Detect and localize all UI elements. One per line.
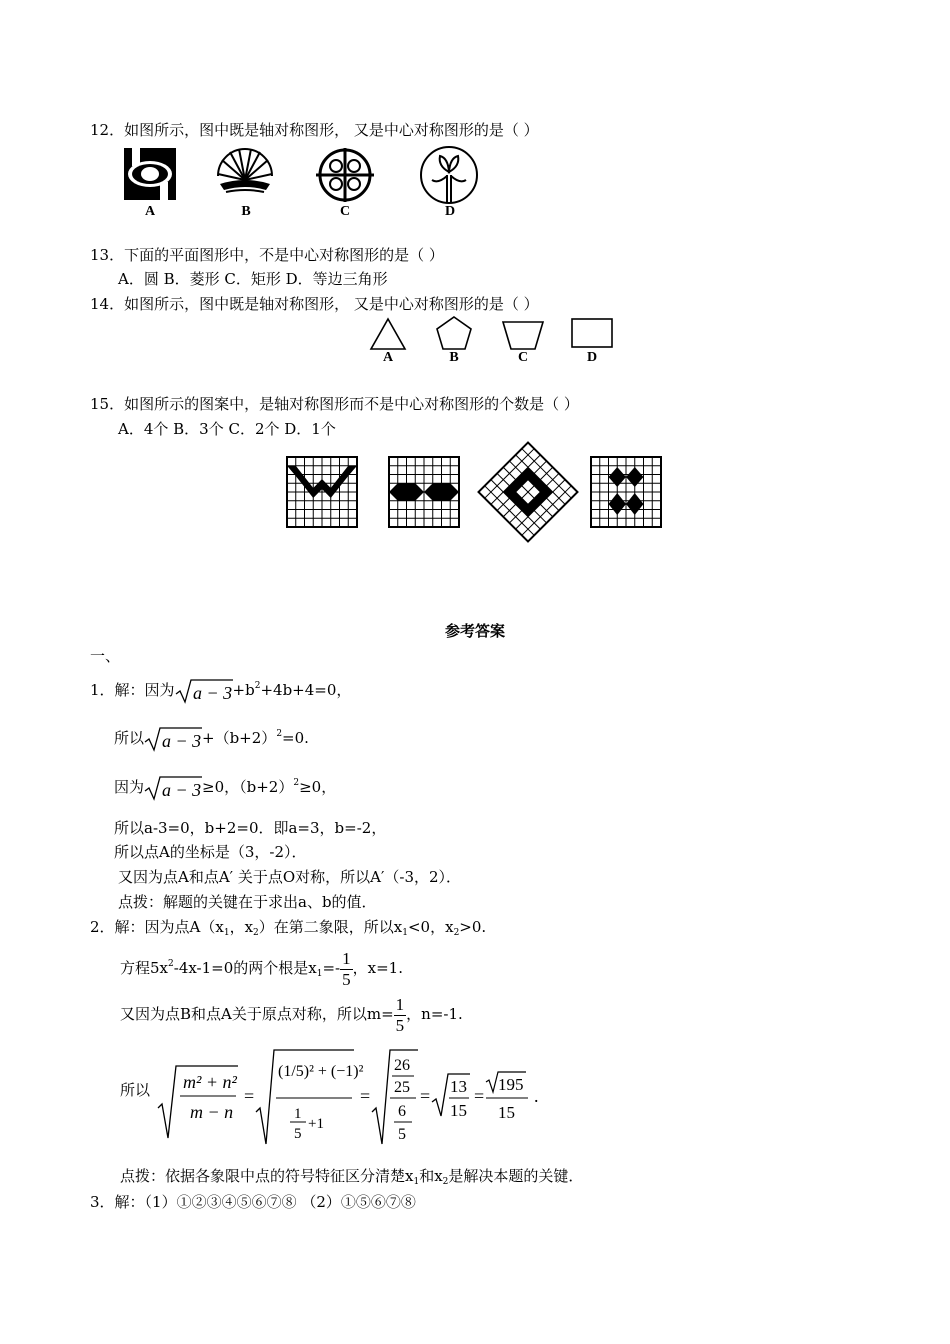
v13: 13 <box>450 1077 467 1096</box>
q14-label-d: D <box>586 350 598 365</box>
v26: 26 <box>394 1057 410 1074</box>
nested-den-five: 5 <box>294 1126 302 1142</box>
a1-line2: 所以 a − 3 $+(b+2)^2=0$. <box>114 720 309 752</box>
q14-trapezoid <box>500 318 546 352</box>
q14-pentagon <box>434 314 474 352</box>
q13-text: 13．下面的平面图形中，不是中心对称图形的是（ ） <box>90 246 444 264</box>
q15-text: 15．如图所示的图案中，是轴对称图形而不是中心对称图形的个数是（ ） <box>90 395 579 413</box>
a1-line6: 又因为点A和点A′ 关于点O对称，所以A′（-3，2）． <box>118 868 462 886</box>
q14-label-a: A <box>382 350 394 365</box>
a1-line5: 所以点A的坐标是（3，-2）． <box>114 843 307 861</box>
a2-line2: 方程$5x^2-4x-1=0$的两个根是$x_1=-$ $\frac{1}{5}$ ，x=1. <box>120 948 403 989</box>
q12-label-b: B <box>241 204 251 219</box>
q14-text: 14．如图所示，图中既是轴对称图形， 又是中心对称图形的是（ ） <box>90 295 539 313</box>
nested-numerator: (1/5)² + (−1)² <box>278 1063 364 1080</box>
expr-m-n: m − n <box>190 1102 234 1122</box>
eq4: = <box>474 1086 485 1106</box>
q12-label-c: C <box>339 204 351 219</box>
a2-sqrt-formula <box>156 1046 556 1146</box>
v25: 25 <box>394 1079 410 1096</box>
a1-line1: 1．解：因为 a − 3 $+b^2+4b+4=0$， <box>90 672 351 704</box>
v15b: 15 <box>498 1103 515 1122</box>
answers-title: 参考答案 <box>444 622 505 640</box>
sqrt-sign <box>175 678 233 704</box>
q15-pattern-1 <box>286 456 358 528</box>
q15-options: A．4个 B．3个 C．2个 D．1个 <box>118 420 336 438</box>
q15-pattern-4 <box>590 456 662 528</box>
expr-m2n2: m² + n² <box>183 1072 237 1092</box>
v195: 195 <box>498 1075 524 1094</box>
q12-label-a: A <box>144 204 156 219</box>
q12-figure-b <box>214 146 276 202</box>
a2-line5: 点拨：依据各象限中点的符号特征区分清楚$x_1$和$x_2$是解决本题的关键． <box>120 1167 584 1187</box>
sqrt-arg: a − 3 <box>162 780 202 800</box>
q12-figure-c <box>314 146 376 204</box>
a1-line3: 因为 a − 3 ≥0，$(b+2)^2\ge 0$， <box>114 769 336 801</box>
sqrt-sign <box>144 775 202 801</box>
fraction-one-fifth: $\frac{1}{5}$ <box>342 948 351 989</box>
q14-label-b: B <box>449 350 459 365</box>
nested-plus-one: +1 <box>308 1116 324 1132</box>
eq3: = <box>420 1086 431 1106</box>
q15-pattern-3 <box>476 440 580 544</box>
section-one: 一、 <box>90 647 121 665</box>
q14-rectangle <box>570 316 614 350</box>
q13-options: A．圆 B．菱形 C．矩形 D．等边三角形 <box>118 270 388 288</box>
q15-pattern-2 <box>388 456 460 528</box>
a2-line4-label: 所以 <box>120 1081 151 1099</box>
nested-den-one: 1 <box>294 1106 302 1122</box>
q12-figure-d <box>418 144 480 206</box>
a1-line4: 所以a-3=0，b+2=0．即a=3，b=-2， <box>114 819 387 837</box>
v15: 15 <box>450 1101 467 1120</box>
fraction-one-fifth: $\frac{1}{5}$ <box>395 994 405 1035</box>
q14-triangle <box>368 316 408 352</box>
a3-line: 3．解：（1）①②③④⑤⑥⑦⑧ （2）①⑤⑥⑦⑧ <box>90 1193 416 1211</box>
sqrt-arg: a − 3 <box>192 683 232 703</box>
sqrt-sign <box>144 726 202 752</box>
a2-line3: 又因为点B和点A关于原点对称，所以m= $\frac{1}{5}$ ，n=-1. <box>120 994 463 1035</box>
v6: 6 <box>398 1103 406 1120</box>
q12-text: 12．如图所示，图中既是轴对称图形， 又是中心对称图形的是（ ） <box>90 121 539 139</box>
q12-label-d: D <box>444 204 456 219</box>
v5: 5 <box>398 1126 406 1143</box>
eq1: = <box>244 1086 255 1106</box>
a1-line7: 点拨：解题的关键在于求出a、b的值． <box>118 893 377 911</box>
q12-figure-a <box>122 146 178 202</box>
q14-label-c: C <box>517 350 529 365</box>
eq2: = <box>360 1086 371 1106</box>
a2-line1: 2．解：因为点$A(x_1$，$x_2$）在第二象限，所以$x_1<0$，$x_2>0$. <box>90 918 487 938</box>
final-dot: . <box>534 1086 539 1106</box>
sqrt-arg: a − 3 <box>162 731 202 751</box>
